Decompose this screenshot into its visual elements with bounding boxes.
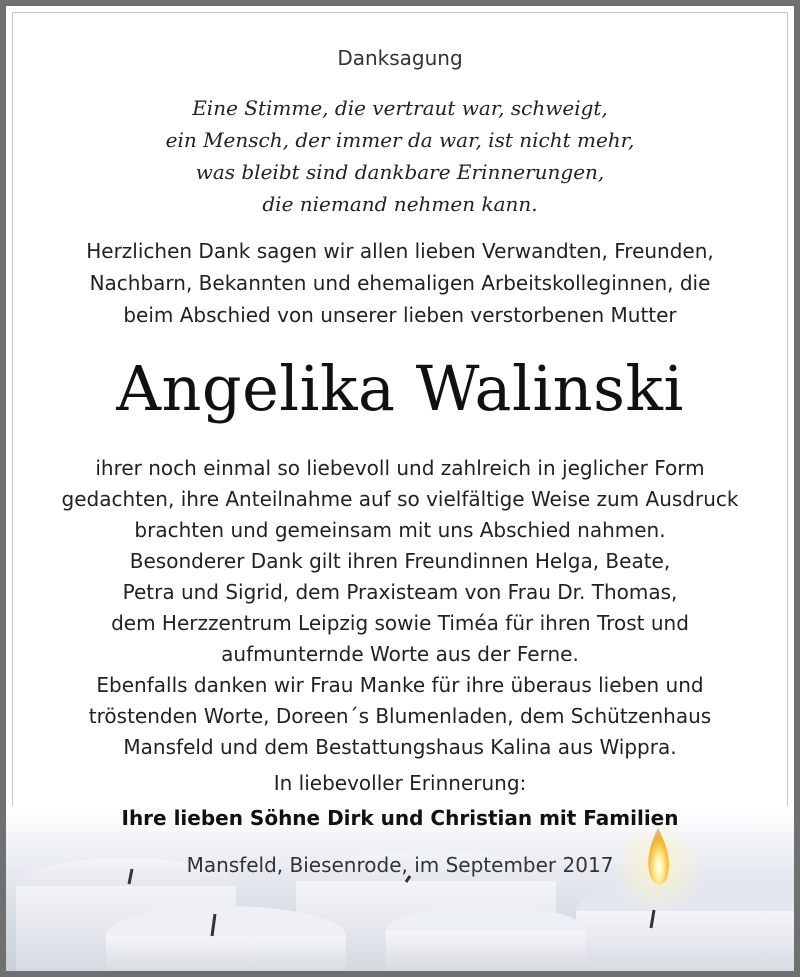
body-line: Besonderer Dank gilt ihren Freundinnen Helga, Beate, — [129, 549, 671, 573]
poem-line: ein Mensch, der immer da war, ist nicht mehr, — [165, 128, 635, 152]
intro-line: beim Abschied von unserer lieben verstorbenen Mutter — [123, 303, 677, 327]
intro-line: Nachbarn, Bekannten und ehemaligen Arbeitskolleginnen, die — [89, 271, 711, 295]
body-line: dem Herzzentrum Leipzig sowie Timéa für ihren Trost und — [111, 611, 689, 635]
body-line: Ebenfalls danken wir Frau Manke für ihre überaus lieben und — [96, 673, 704, 697]
poem-line: die niemand nehmen kann. — [262, 192, 538, 216]
body-line: gedachten, ihre Anteilnahme auf so vielfältige Weise zum Ausdruck — [61, 487, 739, 511]
deceased-name: Angelika Walinski — [116, 352, 684, 425]
poem-line: Eine Stimme, die vertraut war, schweigt, — [192, 96, 608, 120]
intro-text — [6, 235, 794, 331]
place-date: Mansfeld, Biesenrode, im September 2017 — [186, 853, 614, 877]
body-line: Mansfeld und dem Bestattungshaus Kalina aus Wippra. — [123, 735, 677, 759]
signatories: Ihre lieben Söhne Dirk und Christian mit Familien — [121, 806, 679, 830]
closing-line: In liebevoller Erinnerung: — [273, 771, 527, 795]
intro-line: Herzlichen Dank sagen wir allen lieben Verwandten, Freunden, — [86, 239, 714, 263]
body-text — [6, 453, 794, 763]
body-line: Petra und Sigrid, dem Praxisteam von Frau Dr. Thomas, — [122, 580, 678, 604]
body-line: tröstenden Worte, Doreen´s Blumenladen, dem Schützenhaus — [88, 704, 712, 728]
poem — [6, 92, 794, 220]
body-line: ihrer noch einmal so liebevoll und zahlreich in jeglicher Form — [95, 456, 705, 480]
body-line: brachten und gemeinsam mit uns Abschied nahmen. — [134, 518, 666, 542]
poem-line: was bleibt sind dankbare Erinnerungen, — [195, 160, 605, 184]
heading: Danksagung — [337, 46, 463, 70]
body-line: aufmunternde Worte aus der Ferne. — [221, 642, 579, 666]
